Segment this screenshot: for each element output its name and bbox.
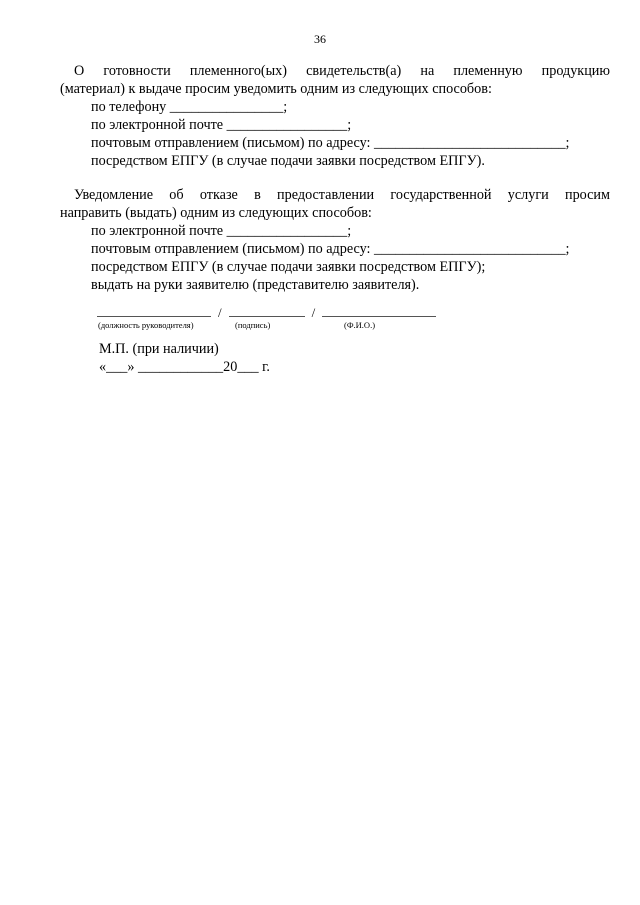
readiness-option-phone: по телефону ________________; <box>91 99 288 115</box>
position-signature-line <box>97 306 211 317</box>
notification-refusal-section <box>60 186 610 294</box>
stamp-mp: М.П. (при наличии) <box>99 341 219 357</box>
caption-name: (Ф.И.О.) <box>344 320 376 330</box>
refusal-intro-line-1: Уведомление об отказе в предоставлении государственной услуги просим <box>74 187 610 203</box>
readiness-option-epgu: посредством ЕПГУ (в случае подачи заявки посредством ЕПГУ). <box>91 153 485 169</box>
signature-separator-2: / <box>311 305 316 320</box>
refusal-option-email: по электронной почте _________________; <box>91 223 352 239</box>
caption-signature: (подпись) <box>235 320 271 330</box>
caption-position: (должность руководителя) <box>98 320 194 330</box>
readiness-option-email: по электронной почте _________________; <box>91 117 352 133</box>
stamp-date: «___» ____________20___ г. <box>99 359 270 375</box>
refusal-option-epgu: посредством ЕПГУ (в случае подачи заявки посредством ЕПГУ); <box>91 259 486 275</box>
readiness-intro-line-2: (материал) к выдаче просим уведомить одним из следующих способов: <box>60 81 492 97</box>
notification-readiness-section <box>60 62 610 170</box>
stamp-block <box>99 340 270 376</box>
signature-line <box>229 306 305 317</box>
signature-separator-1: / <box>218 305 222 320</box>
signature-row <box>97 305 436 321</box>
readiness-intro-line-1: О готовности племенного(ых) свидетельств(а) на племенную продукцию <box>74 63 610 79</box>
refusal-intro-line-2: направить (выдать) одним из следующих способов: <box>60 205 372 221</box>
refusal-option-in-person: выдать на руки заявителю (представителю заявителя). <box>91 277 420 293</box>
readiness-option-mail: почтовым отправлением (письмом) по адресу: ___________________________; <box>91 135 570 151</box>
refusal-option-mail: почтовым отправлением (письмом) по адресу: ___________________________; <box>91 241 570 257</box>
name-signature-line <box>322 306 436 317</box>
page-number: 36 <box>314 32 326 46</box>
